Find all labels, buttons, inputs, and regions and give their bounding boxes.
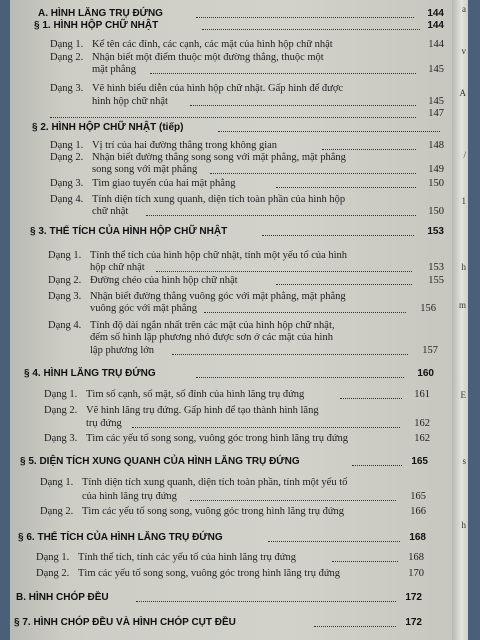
edge-mark: h [461, 262, 466, 272]
edge-mark: 1 [461, 196, 466, 206]
edge-mark: m [458, 300, 466, 310]
edge-mark: v [461, 46, 466, 56]
edge-mark: s [462, 456, 466, 466]
edge-mark: A [459, 88, 466, 98]
book-page: A. HÌNH LĂNG TRỤ ĐỨNG 144 § 1. HÌNH HỘP CHỮ NHẬT 144 Dạng 1. Kể tên các đỉnh, các cạnh, các mặt của hình hộp chữ nhật 144 Dạng 2. Nhận biết một điểm thuộc một đường thẳng, thuộc một mặt phẳng 145 Dạng 3. Vẽ hình biểu diễn của hình hộp chữ nhật. Gấp hình để được hình hộp chữ nhật 145 147 § 2. HÌNH HỘP CHỮ NHẬT (tiếp) Dạng 1. Vị trí của hai đường thẳng trong không gian 148 Dạng 2. Nhận biết đường thẳng song song với mặt phẳng, mặt phẳng song song với mặt phẳng 149 Dạng 3. Tìm giao tuyến của hai mặt phẳng 150 Dạng 4. Tính diện tích xung quanh, diện tích toàn phần của hình hộp chữ nhật 150 § 3. THỂ TÍCH CỦA HÌNH HỘP CHỮ NHẬT 153 Dạng 1. Tính thể tích của hình hộp chữ nhật, tính một yếu tố của hình hộp chữ nhật 153 Dạng 2. Đường chéo của hình hộp chữ nhật 155 Dạng 3. Nhận biết đường thẳng vuông góc với mặt phẳng, mặt phẳng vuông góc với mặt phẳng 156 Dạng 4. Tính độ dài ngắn nhất trên các mặt của hình hộp chữ nhật, đếm số hình lập phương nhỏ được sơn ở các mặt của hình lập phương lớn 157 § 4. HÌNH LĂNG TRỤ ĐỨNG 160 Dạng 1. Tìm số cạnh, số mặt, số đỉnh của hình lăng trụ đứng 161 Dạng 2. Vẽ hình lăng trụ đứng. Gấp hình để tạo thành hình lăng trụ đứng 162 Dạng 3. Tìm các yếu tố song song, vuông góc trong hình lăng trụ đứng 162 § 5. DIỆN TÍCH XUNG QUANH CỦA HÌNH LĂNG TRỤ ĐỨNG 165 Dạng 1. Tính diện tích xung quanh, diện tích toàn phần, tính một yếu tố của hình lăng trụ đứng 165 Dạng 2. Tìm các yếu tố song song, vuông góc trong hình lăng trụ đứng 166 § 6. THỂ TÍCH CỦA HÌNH LĂNG TRỤ ĐỨNG 168 Dạng 1. Tính thể tích, tính các yếu tố của hình lăng trụ đứng 168 Dạng 2. Tìm các yếu tố song song, vuông góc trong hình lăng trụ đứng 170 B. HÌNH CHÓP ĐỀU 172 § 7. HÌNH CHÓP ĐỀU VÀ HÌNH CHÓP CỤT ĐỀU 172 a v A / 1 h m E s h [10, 0, 468, 640]
edge-mark: a [462, 4, 466, 14]
edge-mark: / [463, 150, 466, 160]
edge-mark: E [460, 390, 466, 400]
edge-mark: h [461, 520, 466, 530]
adjacent-page-edge [452, 0, 468, 640]
